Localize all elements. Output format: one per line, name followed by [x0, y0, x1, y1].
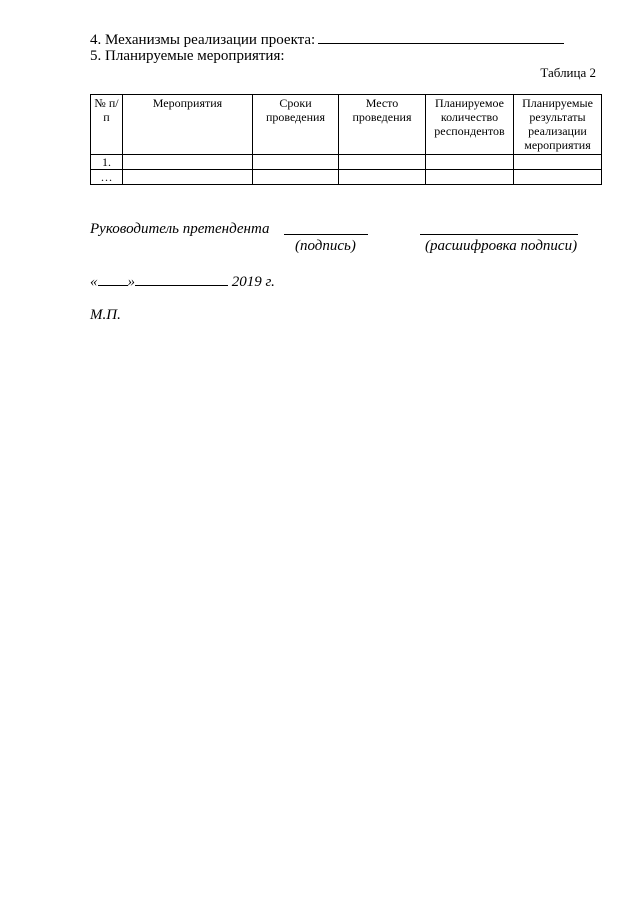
date-close-quote: »: [127, 274, 135, 290]
table-header-row: [91, 95, 602, 155]
table-cell: [514, 155, 602, 170]
header-events: Мероприятия: [123, 95, 253, 155]
table-cell: [426, 155, 514, 170]
signature-label: Руководитель претендента: [90, 221, 270, 237]
table-cell: …: [91, 170, 123, 185]
table-cell: 1.: [91, 155, 123, 170]
table-cell: [123, 170, 253, 185]
table-cell: [514, 170, 602, 185]
table-cell: [253, 170, 339, 185]
table-caption: Таблица 2: [540, 65, 596, 80]
section-mechanisms-label: 4. Механизмы реализации проекта:: [90, 32, 316, 48]
date-line: [90, 272, 275, 291]
table-row: [91, 155, 602, 170]
header-results: Планируемые результаты реализации мероприятия: [514, 95, 602, 155]
signature-block: [90, 220, 600, 256]
date-year: 2019 г.: [231, 274, 275, 290]
table-row: [91, 170, 602, 185]
date-day-blank: [98, 272, 128, 286]
table-cell: [339, 170, 426, 185]
table-cell: [426, 170, 514, 185]
planned-events-table: [90, 94, 602, 185]
section-planned-events: [90, 47, 285, 65]
section-planned-events-label: 5. Планируемые мероприятия:: [90, 48, 285, 64]
signature-decoding-caption: (расшифровка подписи): [425, 238, 578, 254]
header-respondents: Планируемое количество респондентов: [426, 95, 514, 155]
stamp-placeholder: М.П.: [90, 307, 121, 323]
header-number: № п/п: [91, 95, 123, 155]
mechanisms-fill-line: [318, 30, 564, 44]
signature-line: [284, 234, 368, 235]
header-dates: Сроки проведения: [253, 95, 339, 155]
header-place: Место проведения: [339, 95, 426, 155]
signature-caption: (подпись): [295, 238, 356, 254]
date-open-quote: «: [90, 274, 98, 290]
signature-decoding-line: [420, 234, 578, 235]
table-cell: [123, 155, 253, 170]
date-month-blank: [135, 272, 228, 286]
table-cell: [253, 155, 339, 170]
table-cell: [339, 155, 426, 170]
